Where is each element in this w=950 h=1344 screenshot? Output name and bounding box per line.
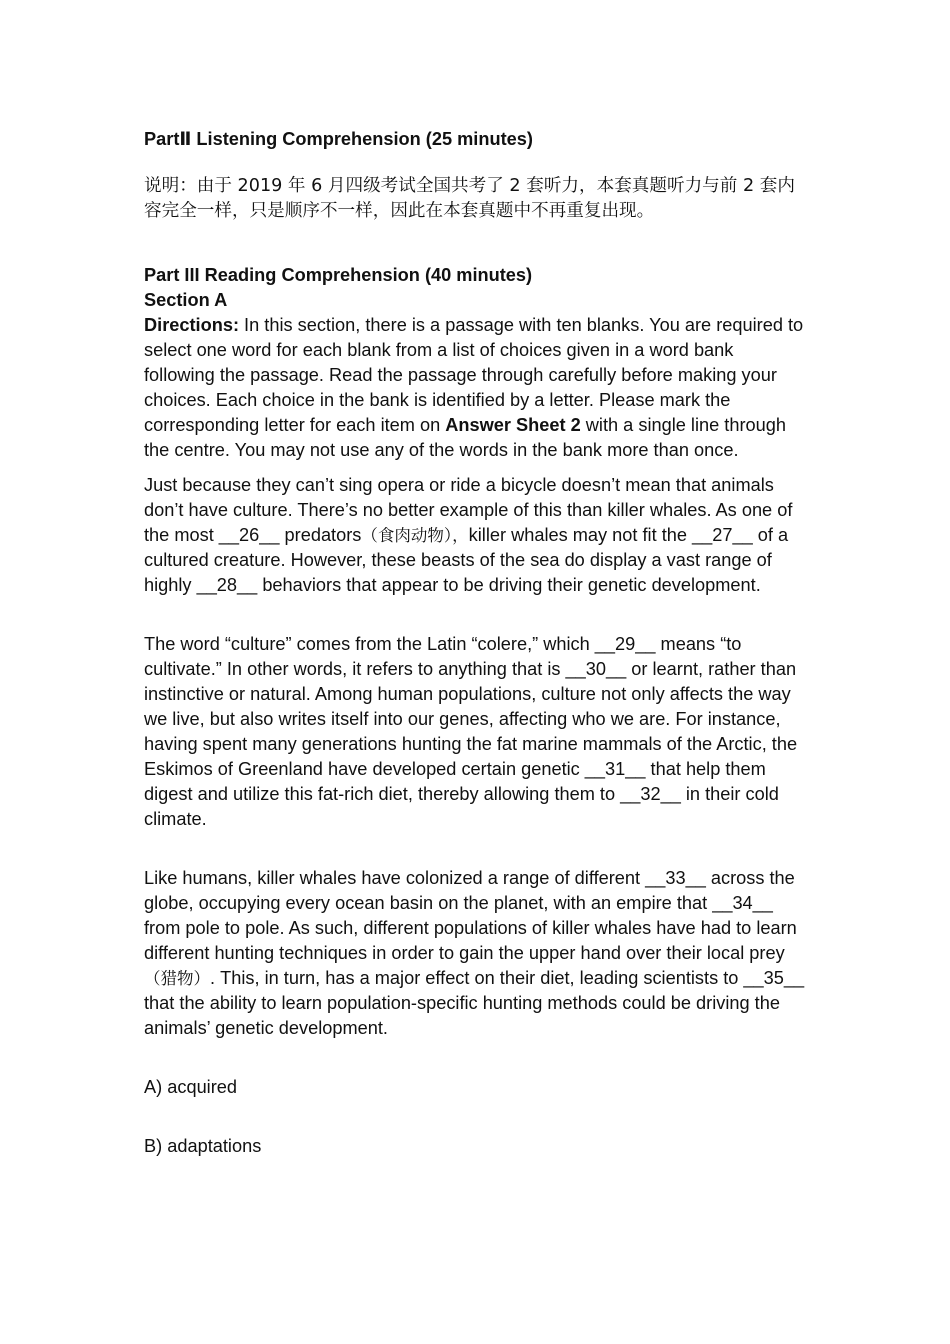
passage-paragraph-2: The word “culture” comes from the Latin “colere,” which __29__ means “to cultivate.” In other words, it refers to anything that is __30__ or learnt, rather than instinctive or natural. Among human populations, culture not only affects the way we live, but also writes itself into our genes, affecting who we are. For instance, having spent many generations hunting the fat marine mammals of the Arctic, the Eskimos of Greenland have developed certain genetic __31__ that help them digest and utilize this fat-rich diet, thereby allowing them to __32__ in their cold climate.: [144, 634, 798, 829]
passage-paragraph-3: [144, 866, 809, 1041]
directions-paragraph: [144, 313, 809, 463]
part2-heading: PartⅡ Listening Comprehension (25 minutes): [144, 129, 533, 149]
passage-paragraph-1: [144, 473, 809, 598]
passage-p1-text-b: killer whales may not fit the __27__ of a cultured creature. However, these beasts of the sea do display a vast range of highly __28__ behaviors that appear to be driving their genetic development.: [144, 525, 789, 595]
section-a-heading: Section A: [144, 290, 228, 310]
document-page: [144, 127, 809, 1159]
passage-p3-text-b: . This, in turn, has a major effect on their diet, leading scientists to __35__ that the ability to learn population-specific hunting methods could be driving the animals’ genetic development.: [144, 968, 805, 1038]
passage-p3-chinese-gloss: （猎物）: [144, 969, 210, 988]
directions-text-2: with a single line through the centre. You may not use any of the words in the bank more than once.: [144, 415, 786, 460]
directions-text-1: In this section, there is a passage with ten blanks. You are required to select one word for each blank from a list of choices given in a word bank following the passage. Read the passage through carefully before making your choices. Each choice in the bank is identified by a letter. Please mark the corresponding letter for each item on: [144, 315, 804, 435]
passage-p3-text-a: Like humans, killer whales have colonized a range of different __33__ across the globe, occupying every ocean basin on the planet, with an empire that __34__ from pole to pole. As such, different populations of killer whales have had to learn different hunting techniques in order to gain the upper hand over their local prey: [144, 868, 797, 963]
word-bank-option-b: B) adaptations: [144, 1136, 262, 1156]
passage-p1-text-a: Just because they can’t sing opera or ride a bicycle doesn’t mean that animals don’t have culture. There’s no better example of this than killer whales. As one of the most __26__ predators: [144, 475, 793, 545]
part2-note: 说明：由于 2019 年 6 月四级考试全国共考了 2 套听力，本套真题听力与前 2 套内容完全一样，只是顺序不一样，因此在本套真题中不再重复出现。: [144, 176, 795, 221]
answer-sheet-label: Answer Sheet 2: [445, 415, 581, 435]
part3-heading: Part III Reading Comprehension (40 minutes): [144, 265, 533, 285]
directions-label: Directions:: [144, 315, 239, 335]
passage-p1-chinese-gloss: （食肉动物），: [361, 526, 469, 545]
word-bank-option-a: A) acquired: [144, 1077, 238, 1097]
